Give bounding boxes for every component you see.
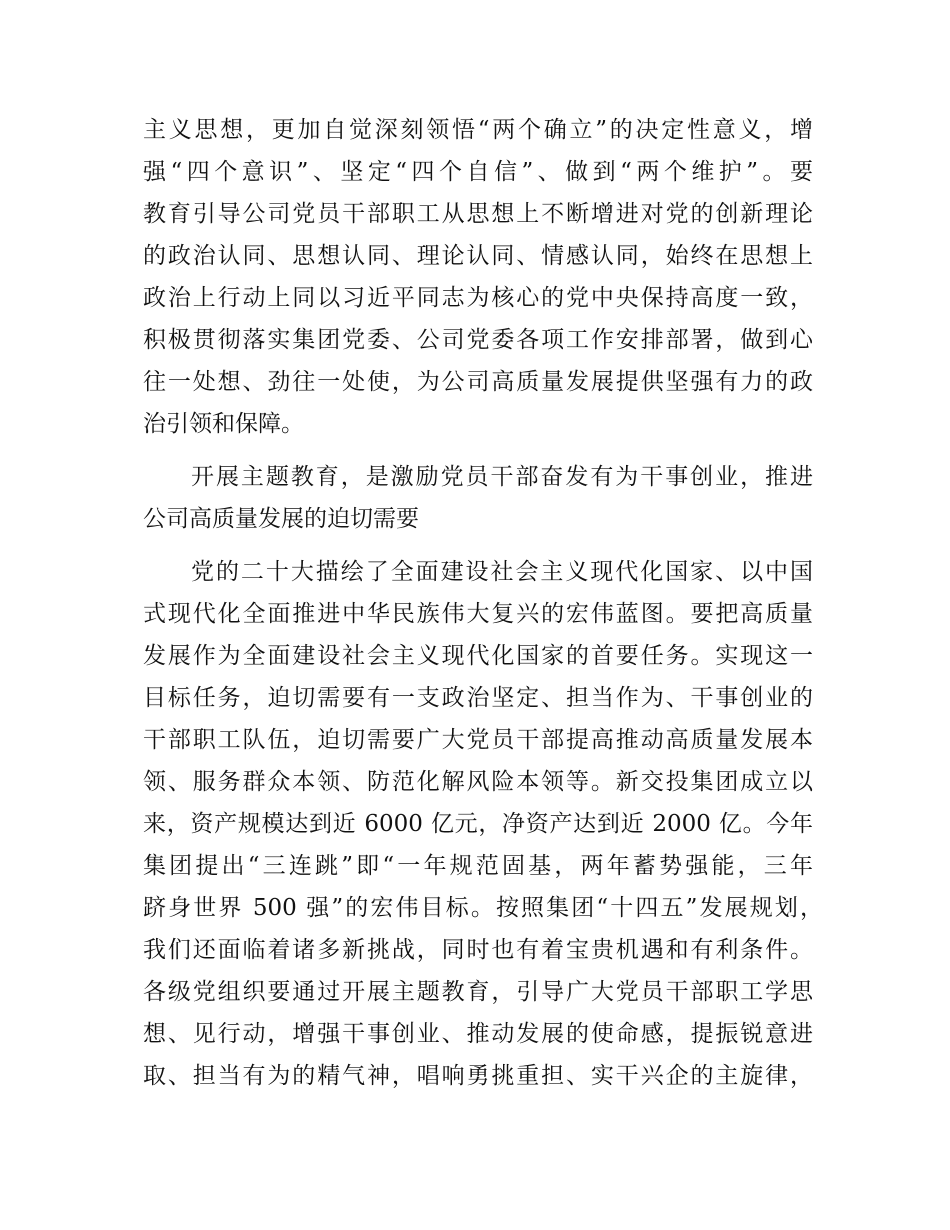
paragraph-3-line-6: 领、服务群众本领、防范化解风险本领等。新交投集团成立以 [143,769,813,795]
paragraph-1-line-2: 强“四个意识”、坚定“四个自信”、做到“两个维护”。要 [143,159,813,185]
paragraph-3-line-12: 想、见行动，增强干事创业、推动发展的使命感，提振锐意进 [143,1021,813,1047]
paragraph-3-line-10: 我们还面临着诸多新挑战，同时也有着宝贵机遇和有利条件。 [143,937,813,963]
paragraph-3-line-2: 式现代化全面推进中华民族伟大复兴的宏伟蓝图。要把高质量 [143,601,813,627]
paragraph-3-line-8: 集团提出“三连跳”即“一年规范固基，两年蓄势强能，三年 [143,853,813,879]
paragraph-2-line-1: 开展主题教育，是激励党员干部奋发有为干事创业，推进 [191,464,813,490]
paragraph-3-line-9: 跻身世界 500 强”的宏伟目标。按照集团“十四五”发展规划， [143,895,823,921]
paragraph-1-line-4: 的政治认同、思想认同、理论认同、情感认同，始终在思想上 [143,243,813,269]
paragraph-3-line-11: 各级党组织要通过开展主题教育，引导广大党员干部职工学思 [143,979,813,1005]
paragraph-3-line-1: 党的二十大描绘了全面建设社会主义现代化国家、以中国 [191,559,813,585]
paragraph-3-line-13: 取、担当有为的精气神，唱响勇挑重担、实干兴企的主旋律， [143,1063,813,1089]
paragraph-2-line-2: 公司高质量发展的迫切需要 [143,506,419,532]
paragraph-3-line-7: 来，资产规模达到近 6000 亿元，净资产达到近 2000 亿。今年 [143,811,813,837]
paragraph-3-line-3: 发展作为全面建设社会主义现代化国家的首要任务。实现这一 [143,643,813,669]
paragraph-1-line-5: 政治上行动上同以习近平同志为核心的党中央保持高度一致， [143,285,813,311]
paragraph-3-line-5: 干部职工队伍，迫切需要广大党员干部提高推动高质量发展本 [143,727,813,753]
paragraph-1-line-1: 主义思想，更加自觉深刻领悟“两个确立”的决定性意义，增 [143,117,813,143]
paragraph-1-line-3: 教育引导公司党员干部职工从思想上不断增进对党的创新理论 [143,201,813,227]
paragraph-3-line-4: 目标任务，迫切需要有一支政治坚定、担当作为、干事创业的 [143,685,813,711]
paragraph-1-line-7: 往一处想、劲往一处使，为公司高质量发展提供坚强有力的政 [143,369,813,395]
paragraph-1-line-8: 治引领和保障。 [143,411,304,437]
paragraph-1-line-6: 积极贯彻落实集团党委、公司党委各项工作安排部署，做到心 [143,327,813,353]
